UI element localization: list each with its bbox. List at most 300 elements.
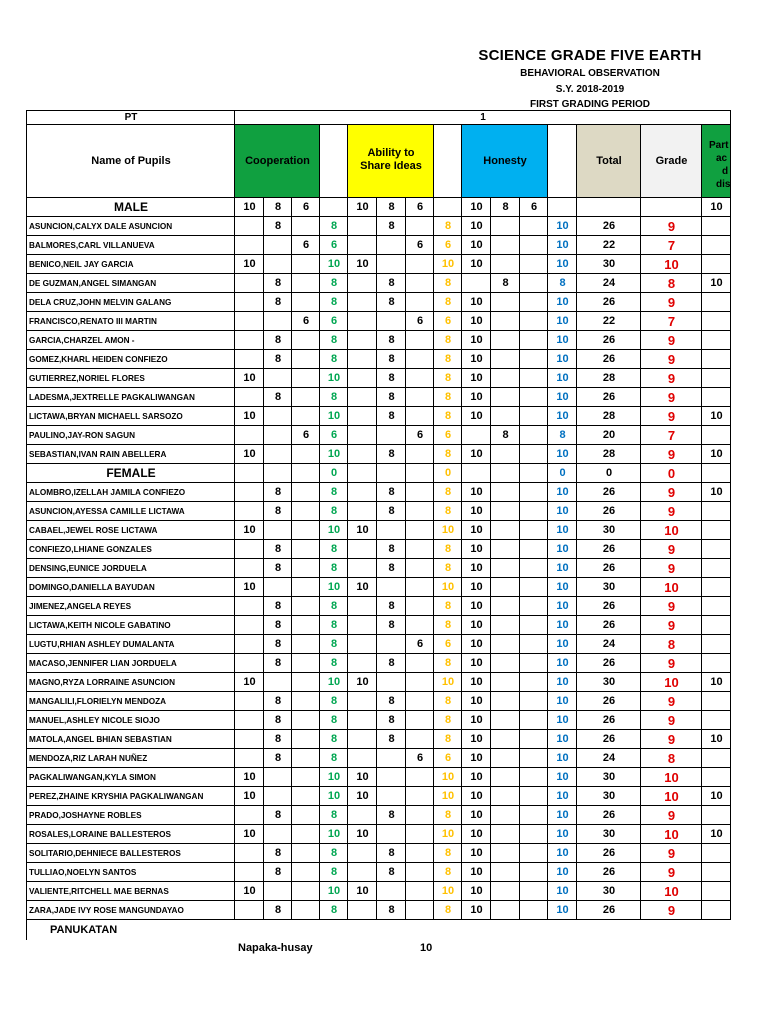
name-header: Name of Pupils [91,155,171,167]
ability-header-line1: Ability to [367,147,415,159]
male-score-value: 24 [602,277,616,289]
female-score-value: 10 [441,771,455,783]
male-score-value: 6 [416,315,424,327]
male-score-cell [235,217,264,236]
female-score-value: 10 [556,638,569,650]
female-score-cell [520,749,548,768]
male-score-value: 26 [602,220,616,232]
scale-cell [641,198,702,217]
female-score-value: 10 [327,885,341,897]
male-score-cell [520,350,548,369]
male-score-cell [348,445,377,464]
female-score-value: 10 [556,562,569,574]
male-score-cell [348,293,377,312]
ability-header-line2: Share Ideas [360,160,422,172]
male-score-value: 10 [470,353,483,365]
female-pupil-name: PEREZ,ZHAINE KRYSHIA PAGKALIWANGAN [29,792,204,801]
female-score-cell [348,806,377,825]
female-score-value: 8 [274,752,282,764]
female-score-value: 8 [444,600,452,612]
female-score-value: 26 [602,847,616,859]
female-score-value: 10 [441,885,455,897]
female-score-cell [702,521,731,540]
female-score-value: 26 [602,543,616,555]
female-score-cell [348,749,377,768]
female-pupil-name: ZARA,JADE IVY ROSE MANGUNDAYAO [29,906,184,915]
male-score-value: 6 [330,429,338,441]
female-score-cell [235,749,264,768]
male-score-value: 10 [470,239,483,251]
male-score-cell [348,388,377,407]
female-pupil-name: MANUEL,ASHLEY NICOLE SIOJO [29,716,160,725]
male-score-value: 8 [274,277,282,289]
female-score-value: 10 [327,828,341,840]
female-score-value: 8 [330,809,338,821]
male-score-value: 10 [470,448,483,460]
female-score-value: 8 [388,600,395,612]
male-score-cell [406,274,434,293]
panukatan-label: PANUKATAN [50,924,118,936]
female-score-cell [520,654,548,673]
male-score-value: 10 [556,448,569,460]
male-score-cell [235,236,264,255]
female-score-cell [491,616,520,635]
male-score-value: 26 [602,296,616,308]
male-score-value: 10 [243,372,256,384]
male-score-value: 10 [327,410,341,422]
male-score-cell [235,388,264,407]
male-score-cell [520,255,548,274]
male-score-value: 8 [502,429,509,441]
male-score-cell [292,274,320,293]
female-score-value: 10 [470,733,483,745]
male-score-cell [520,426,548,445]
female-score-cell [292,654,320,673]
female-score-cell [702,692,731,711]
female-score-cell [491,521,520,540]
female-score-cell [520,559,548,578]
female-score-cell [348,844,377,863]
female-score-cell [491,901,520,920]
male-score-value: 10 [470,334,483,346]
female-score-cell [292,540,320,559]
female-score-value: 8 [274,733,282,745]
male-score-value: 22 [602,239,616,251]
scale-value: 8 [502,201,509,213]
male-score-value: 8 [330,277,338,289]
female-score-cell [520,597,548,616]
female-score-cell [702,559,731,578]
female-score-cell [235,730,264,749]
male-score-cell [702,293,731,312]
female-summary-cell [377,464,406,483]
female-score-cell [292,597,320,616]
male-score-cell [377,236,406,255]
female-score-cell [264,825,292,844]
male-score-cell [520,293,548,312]
male-score-value: 8 [444,296,452,308]
male-score-value: 10 [556,315,569,327]
female-score-cell [702,711,731,730]
female-score-cell [406,616,434,635]
male-pupil-name: SEBASTIAN,IVAN RAIN ABELLERA [29,450,167,459]
female-score-value: 10 [470,581,483,593]
female-score-value: 10 [556,904,569,916]
male-score-cell [702,426,731,445]
male-score-value: 28 [602,372,616,384]
male-score-value: 8 [444,372,452,384]
female-score-cell [377,825,406,844]
female-score-value: 10 [243,828,256,840]
scale-value: 6 [302,201,310,213]
female-score-value: 10 [710,676,723,688]
female-score-cell [491,673,520,692]
female-score-value: 10 [327,581,341,593]
female-score-value: 8 [667,637,676,652]
female-score-cell [377,749,406,768]
female-pupil-name: TULLIAO,NOELYN SANTOS [29,868,137,877]
female-score-value: 10 [356,828,369,840]
female-score-cell [406,825,434,844]
male-score-value: 28 [602,448,616,460]
female-score-value: 10 [710,790,723,802]
male-score-value: 8 [444,410,452,422]
female-score-cell [406,654,434,673]
female-score-value: 9 [667,808,676,823]
male-score-value: 10 [556,372,569,384]
female-score-cell [491,863,520,882]
male-score-cell [292,388,320,407]
male-score-cell [462,426,491,445]
female-score-value: 8 [388,562,395,574]
male-score-cell [520,388,548,407]
male-score-cell [520,369,548,388]
male-score-value: 10 [327,448,341,460]
female-score-value: 10 [556,809,569,821]
male-score-value: 10 [710,277,723,289]
female-score-value: 10 [664,580,679,595]
female-score-value: 8 [444,695,452,707]
male-score-value: 10 [356,258,369,270]
male-score-cell [377,426,406,445]
female-score-value: 26 [602,904,616,916]
male-score-cell [235,274,264,293]
female-score-cell [406,844,434,863]
female-score-value: 10 [556,733,569,745]
female-score-value: 8 [274,847,282,859]
female-score-cell [491,635,520,654]
male-score-value: 6 [330,239,338,251]
male-score-value: 10 [470,391,483,403]
female-score-cell [264,768,292,787]
female-score-cell [235,901,264,920]
male-score-cell [264,407,292,426]
male-score-value: 6 [444,429,452,441]
female-score-value: 8 [330,619,338,631]
female-score-cell [702,616,731,635]
female-score-value: 10 [710,733,723,745]
female-score-cell [406,502,434,521]
female-score-value: 10 [470,771,483,783]
female-score-cell [235,635,264,654]
female-score-cell [491,578,520,597]
female-score-value: 8 [667,751,676,766]
female-score-value: 10 [470,543,483,555]
female-score-value: 10 [556,695,569,707]
male-score-cell [348,274,377,293]
scale-cell [434,198,462,217]
male-score-cell [235,331,264,350]
female-score-cell [377,768,406,787]
female-score-value: 10 [470,638,483,650]
female-score-cell [491,844,520,863]
female-score-cell [235,692,264,711]
female-score-cell [348,559,377,578]
female-score-value: 8 [444,714,452,726]
female-score-value: 10 [470,619,483,631]
male-score-cell [702,255,731,274]
female-pupil-name: CABAEL,JEWEL ROSE LICTAWA [29,526,158,535]
female-score-value: 30 [602,676,616,688]
female-score-value: 8 [444,733,452,745]
male-score-value: 10 [243,410,256,422]
male-score-cell [491,369,520,388]
female-score-value: 10 [556,714,569,726]
female-score-cell [702,654,731,673]
female-score-cell [348,730,377,749]
male-score-value: 8 [444,391,452,403]
male-score-cell [292,369,320,388]
male-score-cell [491,407,520,426]
female-score-cell [702,635,731,654]
female-score-value: 10 [356,524,369,536]
male-score-value: 8 [502,277,509,289]
male-score-cell [348,426,377,445]
female-score-cell [491,825,520,844]
partial-header-line: Part [709,140,729,151]
female-score-cell [491,730,520,749]
female-score-value: 10 [356,771,369,783]
female-score-cell [264,673,292,692]
male-score-value: 7 [667,314,676,329]
partial-header-line: d [722,166,729,177]
female-score-cell [520,521,548,540]
male-score-value: 8 [330,391,338,403]
male-score-cell [348,236,377,255]
female-score-cell [377,635,406,654]
female-score-value: 26 [602,600,616,612]
female-score-value: 10 [356,790,369,802]
female-score-cell [406,483,434,502]
male-score-cell [702,388,731,407]
male-score-cell [292,407,320,426]
female-score-value: 26 [602,657,616,669]
male-score-cell [520,217,548,236]
male-score-value: 10 [470,220,483,232]
female-pupil-name: MENDOZA,RIZ LARAH NUÑEZ [29,754,148,763]
male-pupil-name: FRANCISCO,RENATO III MARTIN [29,317,157,326]
female-score-value: 10 [441,790,455,802]
female-score-cell [348,711,377,730]
female-score-value: 8 [274,695,282,707]
male-score-cell [520,445,548,464]
male-score-cell [348,350,377,369]
male-score-value: 10 [556,258,569,270]
female-score-value: 8 [330,543,338,555]
male-pupil-name: GOMEZ,KHARL HEIDEN CONFIEZO [29,355,168,364]
male-score-value: 9 [667,219,676,234]
female-score-value: 26 [602,562,616,574]
female-score-value: 10 [470,847,483,859]
female-score-cell [292,711,320,730]
female-score-value: 8 [388,486,395,498]
female-score-value: 9 [667,694,676,709]
female-score-value: 8 [274,714,282,726]
female-summary-value: 0 [330,467,338,479]
female-score-cell [406,787,434,806]
female-summary-cell [520,464,548,483]
male-score-value: 10 [710,410,723,422]
female-score-cell [406,901,434,920]
female-score-value: 9 [667,656,676,671]
male-score-cell [491,445,520,464]
male-score-value: 8 [274,334,282,346]
female-score-value: 10 [441,524,455,536]
male-score-value: 8 [388,296,395,308]
female-score-cell [491,882,520,901]
female-score-value: 8 [444,809,452,821]
female-score-value: 10 [441,828,455,840]
male-score-cell [702,217,731,236]
female-score-value: 10 [327,676,341,688]
female-score-cell [292,806,320,825]
male-score-value: 10 [441,258,455,270]
female-pupil-name: PRADO,JOSHAYNE ROBLES [29,811,142,820]
male-score-value: 9 [667,390,676,405]
female-score-value: 10 [710,828,723,840]
male-score-cell [377,255,406,274]
female-score-value: 10 [243,524,256,536]
female-score-value: 9 [667,504,676,519]
female-score-value: 6 [444,638,452,650]
female-score-value: 10 [327,524,341,536]
scale-value: 10 [356,201,369,213]
female-score-cell [235,559,264,578]
female-score-value: 10 [470,505,483,517]
female-score-value: 8 [444,562,452,574]
female-score-cell [292,521,320,540]
female-score-cell [348,692,377,711]
cooperation-header: Cooperation [245,155,310,167]
male-score-value: 10 [556,239,569,251]
female-score-value: 8 [330,505,338,517]
female-score-value: 9 [667,903,676,918]
female-score-value: 8 [274,638,282,650]
female-score-cell [702,863,731,882]
female-score-value: 10 [556,657,569,669]
male-score-cell [702,312,731,331]
female-score-cell [406,521,434,540]
female-score-cell [520,787,548,806]
male-score-value: 8 [444,220,452,232]
female-score-cell [292,635,320,654]
female-score-cell [264,882,292,901]
female-score-value: 8 [274,657,282,669]
female-score-cell [235,844,264,863]
male-score-value: 26 [602,334,616,346]
female-score-cell [491,768,520,787]
female-pupil-name: ASUNCION,AYESSA CAMILLE LICTAWA [29,507,185,516]
female-score-value: 8 [330,847,338,859]
rating-value: 10 [420,942,433,954]
female-score-value: 26 [602,486,616,498]
female-score-cell [702,901,731,920]
male-score-cell [292,331,320,350]
male-score-value: 8 [444,448,452,460]
female-score-value: 9 [667,561,676,576]
female-score-cell [702,768,731,787]
female-score-cell [235,616,264,635]
male-score-value: 10 [556,391,569,403]
female-score-value: 10 [470,866,483,878]
female-summary-value: 0 [444,467,452,479]
male-score-value: 8 [444,334,452,346]
female-score-value: 8 [388,543,395,555]
female-score-cell [702,502,731,521]
male-score-value: 8 [330,296,338,308]
female-score-cell [406,863,434,882]
female-score-cell [348,616,377,635]
female-score-cell [406,692,434,711]
female-score-value: 30 [602,524,616,536]
female-score-cell [491,692,520,711]
male-score-value: 10 [470,315,483,327]
female-score-cell [292,673,320,692]
female-score-value: 9 [667,846,676,861]
male-score-cell [292,445,320,464]
male-score-value: 10 [556,220,569,232]
scale-value: 6 [530,201,538,213]
male-score-value: 10 [470,296,483,308]
female-score-value: 8 [274,486,282,498]
male-score-value: 6 [416,429,424,441]
male-score-value: 8 [274,391,282,403]
female-score-value: 8 [330,600,338,612]
female-score-value: 9 [667,599,676,614]
female-score-value: 8 [388,866,395,878]
female-score-value: 8 [388,904,395,916]
female-pupil-name: CONFIEZO,LHIANE GONZALES [29,545,152,554]
male-score-value: 8 [388,353,395,365]
female-score-value: 10 [556,866,569,878]
female-score-value: 8 [388,695,395,707]
female-summary-cell [348,464,377,483]
female-score-value: 26 [602,809,616,821]
male-score-value: 22 [602,315,616,327]
male-score-cell [348,369,377,388]
female-score-cell [235,483,264,502]
total-header: Total [596,155,622,167]
female-score-cell [406,597,434,616]
male-score-cell [292,350,320,369]
female-score-value: 10 [556,828,569,840]
scale-cell [577,198,641,217]
female-summary-value: 0 [667,466,676,481]
female-score-cell [292,616,320,635]
female-score-value: 10 [556,619,569,631]
female-score-cell [235,540,264,559]
female-score-value: 24 [602,752,616,764]
